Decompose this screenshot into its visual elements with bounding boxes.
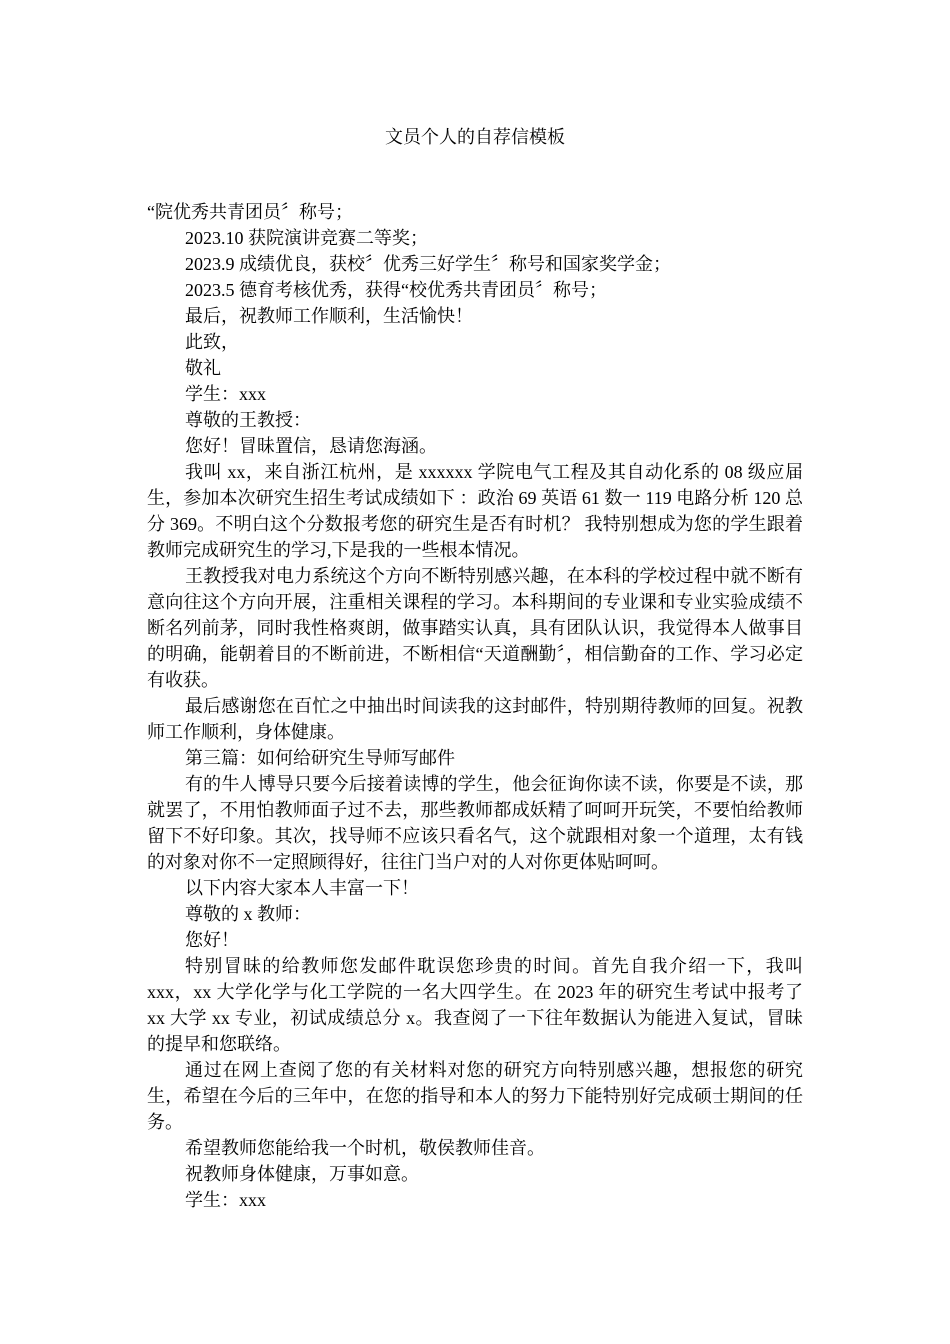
paragraph: “院优秀共青团员〞称号； xyxy=(147,202,353,222)
paragraph: 王教授我对电力系统这个方向不断特别感兴趣，在本科的学校过程中就不断有意向往这个方向开展，注重相关课程的学习。本科期间的专业课和专业实验成绩不断名列前茅，同时我性格爽朗，做事踏实认真，具有团队认识，我觉得本人做事目的明确，能朝着目的不断前进，不断相信“天道酬勤〞，相信勤奋的工作、学习必定有收获。 xyxy=(147,566,803,690)
paragraph: 学生：xxx xyxy=(185,384,266,404)
paragraph: 我叫 xx，来自浙江杭州，是 xxxxxx 学院电气工程及其自动化系的 08 级应届生，参加本次研究生招生考试成绩如下 ：政治 69 英语 61 数一 119 电路分析 120 总分 369。不明白这个分数报考您的研究生是否有时机？ 我特别想成为您的学生跟着教师完成研究生的学习,下是我的一些根本情况。 xyxy=(147,462,803,560)
paragraph: 祝教师身体健康，万事如意。 xyxy=(185,1164,419,1184)
paragraph: 有的牛人博导只要今后接着读博的学生，他会征询你读不读，你要是不读，那就罢了，不用怕教师面子过不去，那些教师都成妖精了呵呵开玩笑，不要怕给教师留下不好印象。其次，找导师不应该只看名气，这个就跟相对象一个道理，太有钱的对象对你不一定照顾得好，往往门当户对的人对你更体贴呵呵。 xyxy=(147,774,803,872)
paragraph: 2023.10 获院演讲竞赛二等奖； xyxy=(185,228,428,248)
paragraph: 特别冒昧的给教师您发邮件耽误您珍贵的时间。首先自我介绍一下，我叫 xxx，xx 大学化学与化工学院的一名大四学生。在 2023 年的研究生考试中报考了 xx 大学 xx 专业，初试成绩总分 x。我查阅了一下往年数据认为能进入复试，冒昧的提早和您联络。 xyxy=(147,956,803,1054)
paragraph: 您好！冒昧置信，恳请您海涵。 xyxy=(185,436,437,456)
document-body xyxy=(147,199,803,1213)
paragraph: 2023.9 成绩优良，获校〞优秀三好学生〞称号和国家奖学金； xyxy=(185,254,671,274)
paragraph: 以下内容大家本人丰富一下！ xyxy=(185,878,419,898)
document-title: 文员个人的自荐信模板 xyxy=(385,127,565,147)
paragraph: 尊敬的王教授： xyxy=(185,410,311,430)
paragraph: 通过在网上查阅了您的有关材料对您的研究方向特别感兴趣，想报您的研究生，希望在今后的三年中，在您的指导和本人的努力下能特别好完成硕士期间的任务。 xyxy=(147,1060,803,1132)
paragraph: 最后，祝教师工作顺利，生活愉快！ xyxy=(185,306,473,326)
paragraph: 此致， xyxy=(185,332,239,352)
paragraph: 最后感谢您在百忙之中抽出时间读我的这封邮件，特别期待教师的回复。祝教师工作顺利，身体健康。 xyxy=(147,696,803,742)
paragraph: 希望教师您能给我一个时机，敬侯教师佳音。 xyxy=(185,1138,545,1158)
section-heading: 第三篇：如何给研究生导师写邮件 xyxy=(185,748,455,768)
paragraph: 2023.5 德育考核优秀，获得“校优秀共青团员〞称号； xyxy=(185,280,607,300)
paragraph: 尊敬的 x 教师： xyxy=(185,904,311,924)
paragraph: 敬礼 xyxy=(185,358,221,378)
paragraph: 学生：xxx xyxy=(185,1190,266,1210)
paragraph: 您好！ xyxy=(185,930,239,950)
